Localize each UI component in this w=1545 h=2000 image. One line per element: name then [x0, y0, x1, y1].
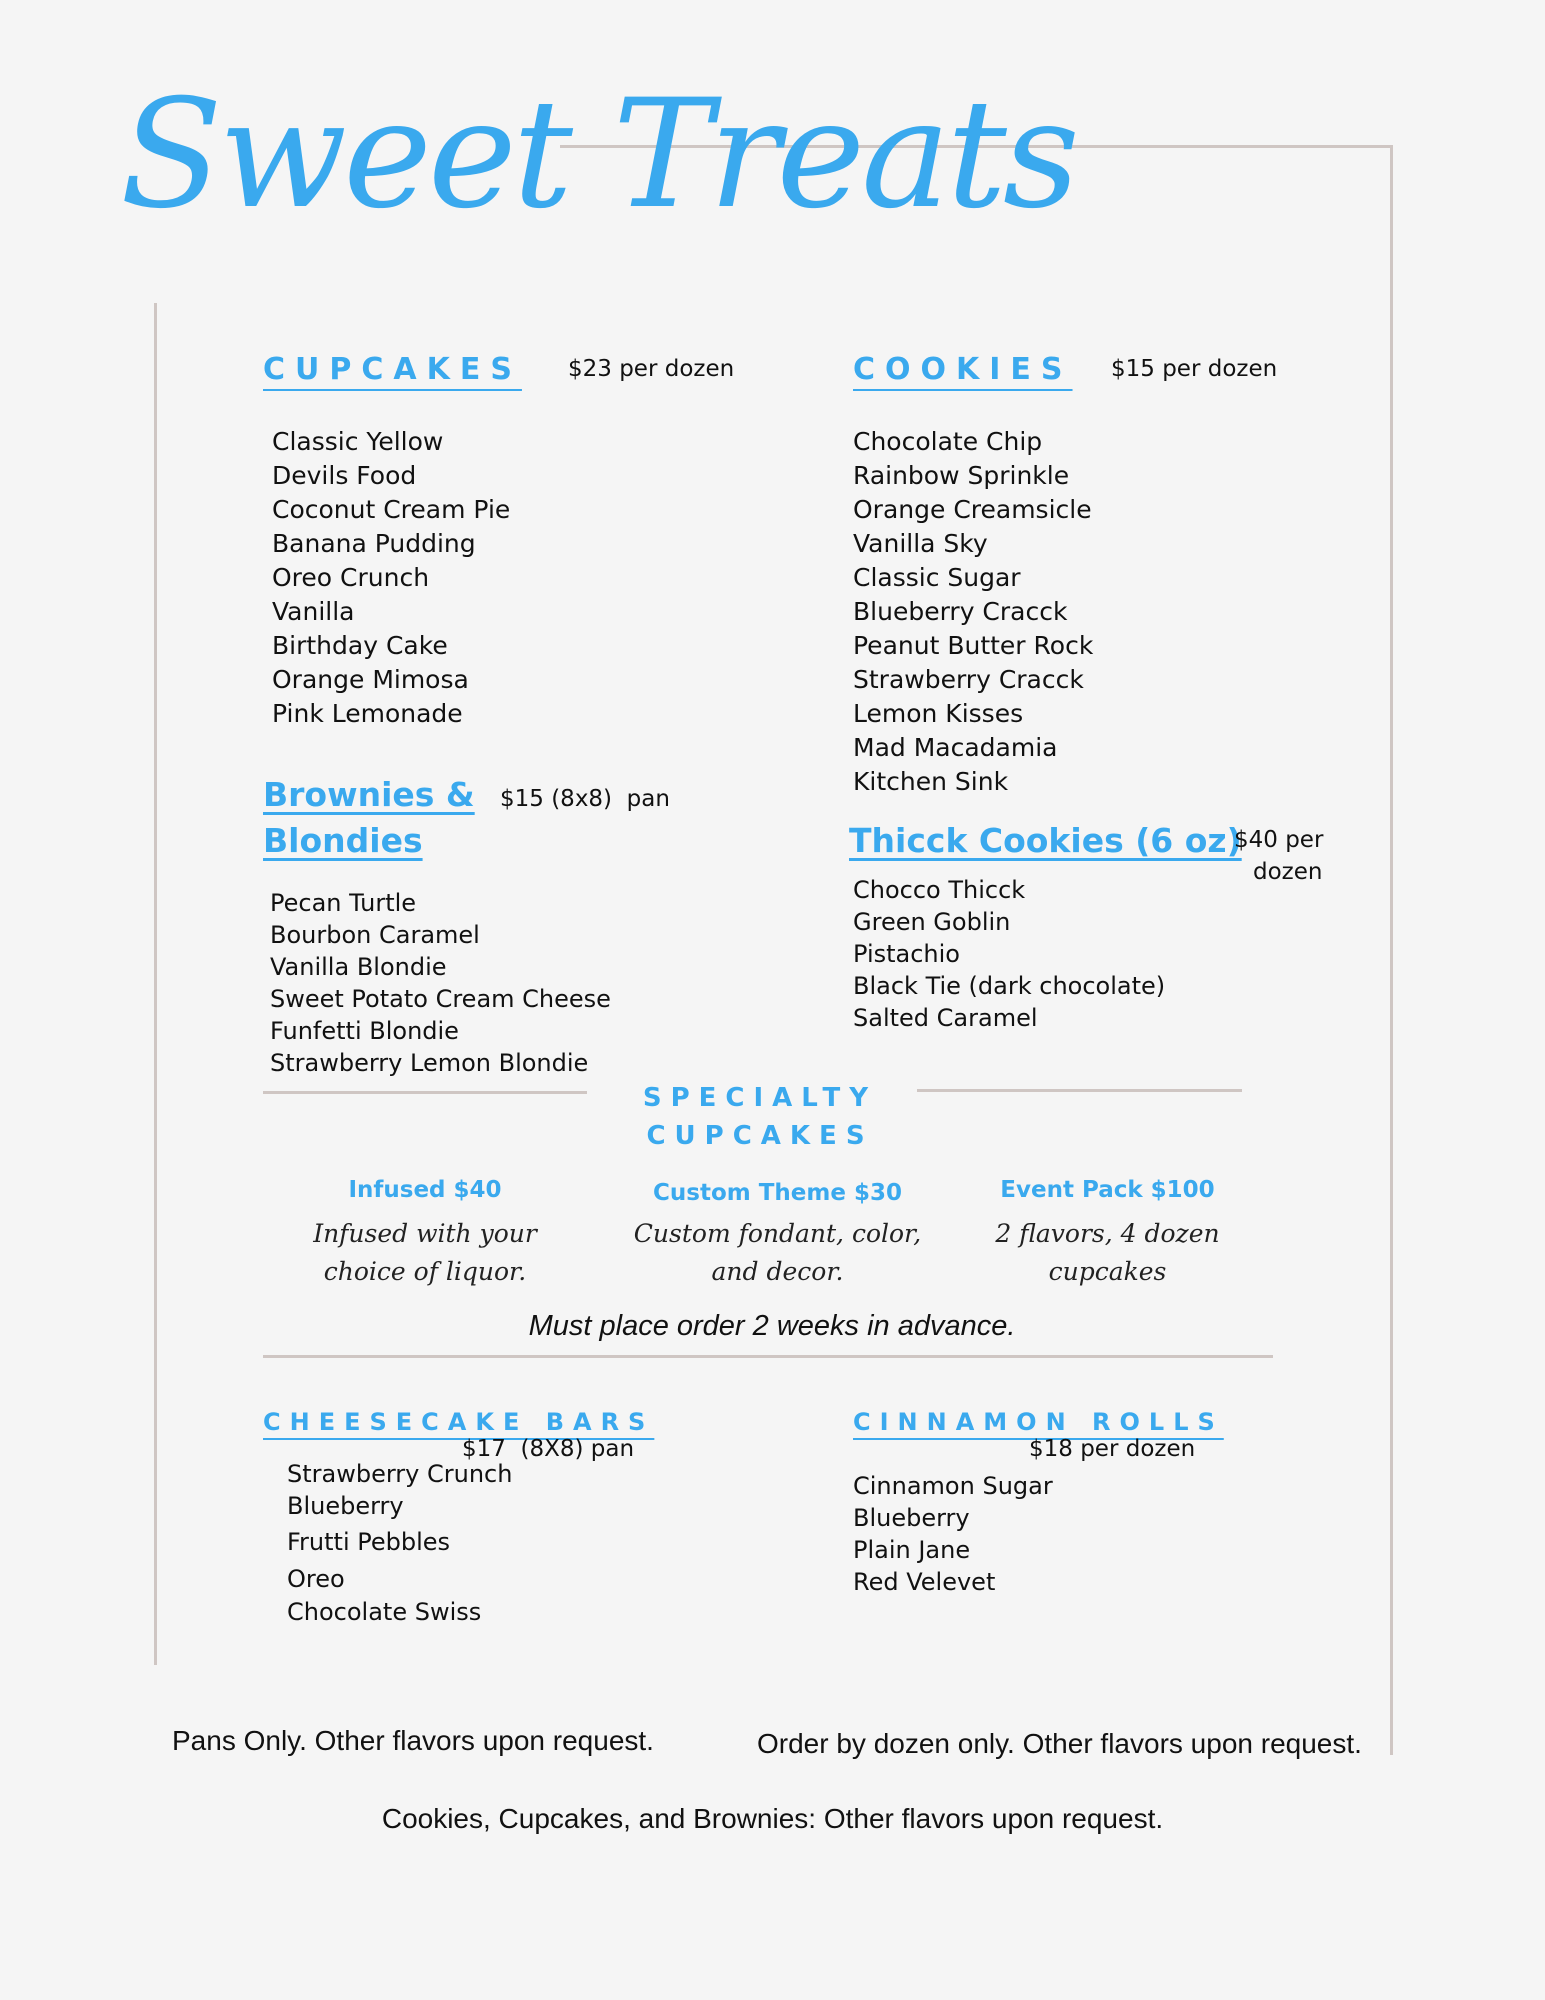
specialty-notice: Must place order 2 weeks in advance. [528, 1310, 1016, 1342]
list-item: Vanilla Sky [853, 529, 988, 558]
desc-line: and decor. [711, 1257, 844, 1286]
list-item: Chocco Thicck [853, 876, 1026, 904]
list-item: Plain Jane [853, 1536, 971, 1564]
menu-title: Sweet Treats [120, 68, 1076, 242]
specialty-option-desc [970, 1215, 1245, 1291]
cookies-list [853, 425, 1093, 799]
brownies-heading-line1: Brownies & [263, 775, 475, 814]
list-item: Oreo [287, 1565, 345, 1593]
list-item: Birthday Cake [272, 631, 448, 660]
brownies-price: $15 (8x8) pan [500, 786, 670, 812]
footer-note-right: Order by dozen only. Other flavors upon request. [757, 1728, 1362, 1759]
list-item: Chocolate Swiss [287, 1598, 482, 1626]
footer-note-bottom: Cookies, Cupcakes, and Brownies: Other flavors upon request. [381, 1803, 1164, 1834]
list-item: Chocolate Chip [853, 427, 1043, 456]
list-item: Rainbow Sprinkle [853, 461, 1070, 490]
list-item: Oreo Crunch [272, 563, 430, 592]
list-item: Red Velevet [853, 1568, 996, 1596]
cookies-heading: COOKIES [853, 352, 1073, 387]
thicck-price-line2: dozen [1253, 859, 1323, 885]
list-item: Orange Creamsicle [853, 495, 1092, 524]
list-item: Blueberry [853, 1504, 970, 1532]
specialty-heading-line2: CUPCAKES [646, 1121, 874, 1151]
cinnamon-heading: CINNAMON ROLLS [853, 1408, 1224, 1436]
specialty-rule-left [263, 1091, 587, 1094]
footer-note-left: Pans Only. Other flavors upon request. [172, 1725, 654, 1756]
list-item: Vanilla Blondie [270, 953, 447, 981]
specialty-option-desc [285, 1215, 565, 1291]
specialty-rule-bottom [263, 1355, 1273, 1358]
specialty-option-title: Event Pack $100 [1000, 1177, 1215, 1203]
list-item: Green Goblin [853, 908, 1011, 936]
desc-line: 2 flavors, 4 dozen [995, 1219, 1220, 1248]
cupcakes-heading: CUPCAKES [263, 352, 522, 387]
frame-left-line [154, 303, 157, 1665]
specialty-option-title: Infused $40 [348, 1177, 502, 1203]
cheesecake-list [287, 1458, 512, 1628]
list-item: Frutti Pebbles [287, 1528, 451, 1556]
list-item: Strawberry Lemon Blondie [270, 1049, 589, 1077]
list-item: Coconut Cream Pie [272, 495, 511, 524]
desc-line: cupcakes [1048, 1257, 1167, 1286]
list-item: Pistachio [853, 940, 960, 968]
list-item: Bourbon Caramel [270, 921, 480, 949]
list-item: Strawberry Crunch [287, 1460, 513, 1488]
cupcakes-price: $23 per dozen [568, 356, 735, 382]
list-item: Cinnamon Sugar [853, 1472, 1053, 1500]
cinnamon-price: $18 per dozen [1029, 1436, 1196, 1462]
list-item: Classic Yellow [272, 427, 444, 456]
list-item: Lemon Kisses [853, 699, 1024, 728]
thicck-list [853, 874, 1165, 1034]
list-item: Classic Sugar [853, 563, 1021, 592]
list-item: Blueberry [287, 1492, 404, 1520]
list-item: Orange Mimosa [272, 665, 469, 694]
specialty-option-title: Custom Theme $30 [653, 1180, 902, 1206]
desc-line: choice of liquor. [323, 1257, 527, 1286]
list-item: Peanut Butter Rock [853, 631, 1094, 660]
cheesecake-heading: CHEESECAKE BARS [263, 1408, 655, 1436]
frame-right-line [1390, 145, 1393, 1755]
list-item: Salted Caramel [853, 1004, 1038, 1032]
thicck-price-line1: $40 per [1234, 827, 1324, 853]
list-item: Banana Pudding [272, 529, 476, 558]
cookies-price: $15 per dozen [1111, 356, 1278, 382]
thicck-heading: Thicck Cookies (6 oz) [849, 821, 1242, 860]
list-item: Pink Lemonade [272, 699, 463, 728]
list-item: Sweet Potato Cream Cheese [270, 985, 611, 1013]
brownies-list [270, 887, 611, 1079]
list-item: Blueberry Cracck [853, 597, 1068, 626]
list-item: Kitchen Sink [853, 767, 1009, 796]
cinnamon-list [853, 1470, 1053, 1598]
list-item: Black Tie (dark chocolate) [853, 972, 1166, 1000]
list-item: Funfetti Blondie [270, 1017, 459, 1045]
cupcakes-list [272, 425, 510, 731]
list-item: Devils Food [272, 461, 417, 490]
list-item: Vanilla [272, 597, 355, 626]
specialty-rule-right [917, 1089, 1242, 1092]
cheesecake-price: $17 (8X8) pan [462, 1436, 635, 1462]
list-item: Mad Macadamia [853, 733, 1058, 762]
list-item: Pecan Turtle [270, 889, 417, 917]
brownies-heading-line2: Blondies [263, 821, 423, 860]
desc-line: Infused with your [313, 1219, 537, 1248]
desc-line: Custom fondant, color, [633, 1219, 922, 1248]
list-item: Strawberry Cracck [853, 665, 1084, 694]
specialty-heading-line1: SPECIALTY [642, 1083, 878, 1113]
specialty-option-desc [615, 1215, 940, 1291]
